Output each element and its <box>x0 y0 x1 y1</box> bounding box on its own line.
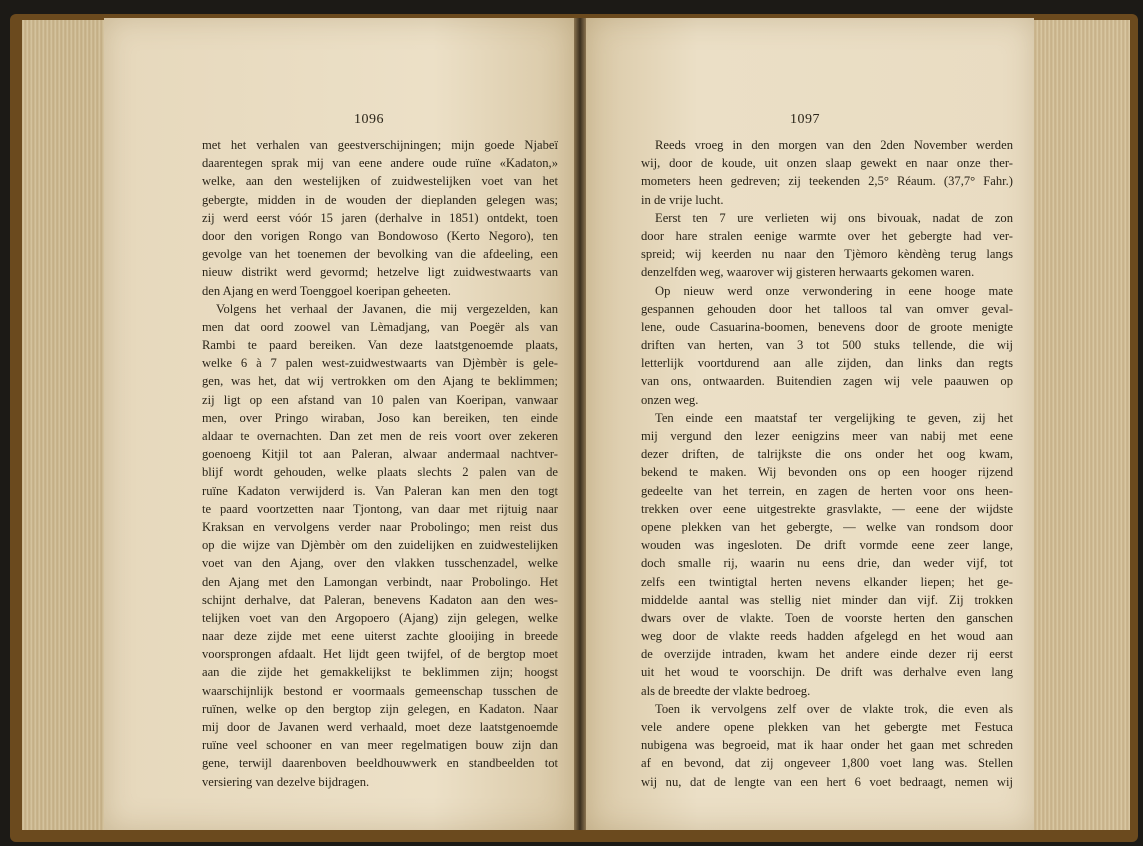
text-line: aldaar te overnachten. Dan zet men de reis voort over zekeren <box>202 429 558 443</box>
text-line: Reeds vroeg in den morgen van den 2den November werden <box>655 138 1013 152</box>
text-line: wij, door de koude, uit onzen slaap gewekt en naar onze ther- <box>641 156 1013 171</box>
text-line: voet van den Ajang, over den vlakken tusschenzadel, welke <box>202 556 558 571</box>
text-line: mij vergund den lezer eenigzins meer van nabij met eene <box>641 429 1013 443</box>
text-line: de overzijde intraden, kwam het andere einde dezer rij eerst <box>641 647 1013 662</box>
text-line: met het verhalen van geestverschijningen; mijn goede Njabeï <box>202 138 558 152</box>
text-line: schijnt derhalve, dat Paleran, benevens Kadaton aan den wes- <box>202 592 558 607</box>
text-line: voorsprongen afdaalt. Het lijdt geen twijfel, of de bergtop moet <box>202 647 558 662</box>
text-line: door hare stralen eenige warmte over het gebergte had ver- <box>641 228 1013 243</box>
text-line: Toen ik vervolgens zelf over de vlakte trok, die even als <box>655 701 1013 716</box>
text-line: gevolge van het toenemen der bevolking van die afdeeling, een <box>202 247 558 262</box>
text-line: ruïne veel schooner en van meer regelmatigen bouw zijn dan <box>202 738 558 753</box>
text-line: driften van herten, van 3 tot 500 stuks tellende, die wij <box>641 338 1013 353</box>
text-line: letterlijk voortdurend aan alle zijden, dan links dan regts <box>641 356 1013 371</box>
text-line: onzen weg. <box>641 392 699 407</box>
text-line: spreid; wij keerden nu naar den Tjèmoro kèndèng terug langs <box>641 247 1013 262</box>
text-line: uit het woud te voorschijn. De drift was derhalve even lang <box>641 665 1013 680</box>
text-line: in de vrije lucht. <box>641 192 724 207</box>
text-line: Op nieuw werd onze verwondering in eene hooge mate <box>655 283 1013 298</box>
text-line: op die wijze van Djèmbèr om den zuidelijken en zuidwestelijken <box>202 538 558 553</box>
text-line: ruïnen, welke op den bergtop zijn gelegen, en Kadaton. Naar <box>202 701 558 716</box>
text-line: gen, was het, dat wij vertrokken om den Ajang te beklimmen; <box>202 374 558 389</box>
left-page-text <box>202 136 558 791</box>
text-line: men dat oord zoowel van Lèmadjang, van Poegër als van <box>202 319 558 334</box>
text-line: wij nu, dat de lengte van een hert 6 voet bedraagt, nemen wij <box>641 774 1013 789</box>
text-line: men, over Pringo wiraban, Joso kan bereiken, ten einde <box>202 410 558 425</box>
text-line: naar deze zijde met eene uiterst zachte glooijing in breede <box>202 629 558 644</box>
text-line: gebergte, midden in de wouden der dieplanden gelegen was; <box>202 192 558 207</box>
text-line: aan die zijde het gemakkelijkst te beklimmen zijn; hoogst <box>202 665 558 680</box>
text-line: mometers heen gedreven; zij teekenden 2,5° Réaum. (37,7° Fahr.) <box>641 174 1013 189</box>
text-line: Kraksan en vervolgens verder naar Probolingo; men reist dus <box>202 519 558 534</box>
text-line: zelfs een twintigtal herten nevens elkander liepen; het ge- <box>641 574 1013 589</box>
text-line: Volgens het verhaal der Javanen, die mij vergezelden, kan <box>216 301 558 316</box>
page-number-right: 1097 <box>790 112 820 127</box>
text-line: welke, aan den westelijken of zuidwestelijken voet van het <box>202 174 558 189</box>
page-number-left: 1096 <box>354 112 384 127</box>
text-line: mij door de Javanen werd verhaald, moet deze laatstgenoemde <box>202 720 558 734</box>
page-edges-right <box>1032 20 1130 830</box>
text-line: als de breedte der vlakte bedroeg. <box>641 683 811 698</box>
text-line: bekend te maken. Wij bevonden ons op een hooger rijzend <box>641 465 1013 480</box>
left-page <box>104 18 574 830</box>
text-line: blijf wordt gehouden, welke plaats slechts 2 palen van de <box>202 465 558 480</box>
text-line: opene plekken van het gebergte, — welke van rondsom door <box>641 519 1013 534</box>
text-line: Ten einde een maatstaf ter vergelijking te geven, zij het <box>655 410 1013 425</box>
text-line: nubigena was begroeid, mat ik haar onder het gaan met schreden <box>641 738 1013 753</box>
text-line: dezer driften, de talrijkste die ons onder het oog kwam, <box>641 447 1013 462</box>
text-line: lene, oude Casuarina-boomen, benevens door de groote menigte <box>641 319 1013 334</box>
text-line: door den vorigen Rongo van Bondowoso (Kerto Negoro), ten <box>202 228 558 243</box>
text-line: gene, terwijl daarenboven beeldhouwwerk en standbeelden tot <box>202 756 558 771</box>
text-line: denzelfden weg, waarover wij gisteren herwaarts gekomen waren. <box>641 265 975 280</box>
book-gutter <box>574 18 586 830</box>
text-line: Eerst ten 7 ure verlieten wij ons bivouak, nadat de zon <box>655 210 1013 225</box>
text-line: zij ligt op een afstand van 10 palen van Koeripan, vanwaar <box>202 392 558 407</box>
text-line: waarschijnlijk bestond er voormaals gemeenschap tusschen de <box>202 683 558 698</box>
text-line: middelde aantal was stellig niet minder dan vijf. Zij trokken <box>641 592 1013 607</box>
text-line: zij werd eerst vóór 15 jaren (derhalve in 1851) ontdekt, toen <box>202 210 558 225</box>
text-line: gespannen gehouden door het talloos tal van omver geval- <box>641 301 1013 316</box>
text-line: trekken over eene uitgestrekte grasvlakte, — eene der wijdste <box>641 501 1013 516</box>
text-line: dwars over de vlakte. Toen de voorste herten den ganschen <box>641 610 1013 625</box>
text-line: van ons, ontwaarden. Buitendien zagen wij vele paauwen op <box>641 374 1013 389</box>
text-line: doch smalle rij, waarin nu eens drie, dan weder vijf, tot <box>641 556 1013 571</box>
text-line: den Ajang en werd Toenggoel koeripan geheeten. <box>202 283 451 298</box>
text-line: welke 6 à 7 palen west-zuidwestwaarts van Djèmbèr is gele- <box>202 356 558 371</box>
text-line: telijken voet van den Argopoero (Ajang) zijn gelegen, welke <box>202 610 558 625</box>
text-line: vele andere opene plekken van het gebergte met Festuca <box>641 720 1013 734</box>
text-line: gedeelte van het terrein, en zagen de herten voor ons heen- <box>641 483 1013 498</box>
page-edges-left <box>22 20 106 830</box>
text-line: weg door de vlakte reeds hadden afgelegd en het woud aan <box>641 629 1013 644</box>
text-line: versiering van dezelve bijdragen. <box>202 774 370 789</box>
right-page-text <box>641 136 1013 791</box>
right-page <box>586 18 1034 830</box>
text-line: daarentegen sprak mij van eene andere oude ruïne «Kadaton,» <box>202 156 558 171</box>
text-line: wouden was ingesloten. De drift vormde eene zeer lange, <box>641 538 1013 553</box>
text-line: ruïne Kadaton verwijderd is. Van Paleran kan men den togt <box>202 483 558 498</box>
text-line: nieuw distrikt werd gevormd; hetzelve ligt zuidwestwaarts van <box>202 265 558 280</box>
text-line: Rambi te paard bereiken. Van deze laatstgenoemde plaats, <box>202 338 558 353</box>
text-line: goenoeng Kitjil tot aan Paleran, alwaar andermaal nachtver- <box>202 447 558 462</box>
text-line: den Ajang met den Lamongan verbindt, naar Probolingo. Het <box>202 574 558 589</box>
text-line: te paard voortzetten naar Tjontong, van daar met rijtuig naar <box>202 501 558 516</box>
text-line: af en bevond, dat zij ongeveer 1,800 voet lang was. Stellen <box>641 756 1013 771</box>
